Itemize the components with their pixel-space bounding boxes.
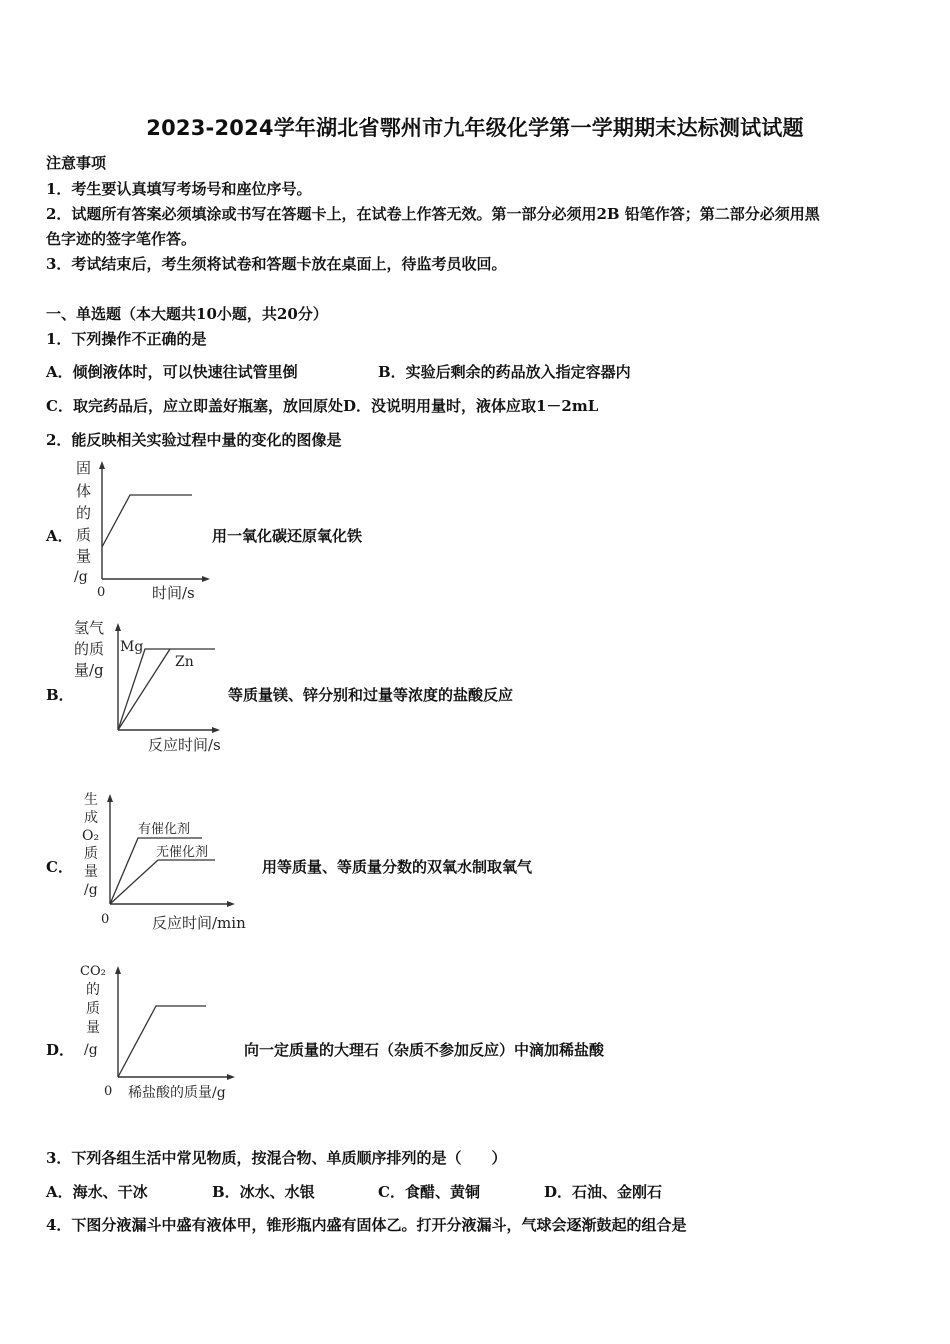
graph-d-xlabel: 稀盐酸的质量/g <box>128 1085 226 1101</box>
graph-a-curve <box>102 495 192 547</box>
graph-c-y-arrow <box>107 794 113 802</box>
notice-item-1: 1．考生要认真填写考场号和座位序号。 <box>46 180 312 198</box>
graph-d-ylabel-4: 量 <box>86 1020 100 1036</box>
q1-option-a: A．倾倒液体时，可以快速往试管里倒 <box>46 363 298 381</box>
q3-option-a: A．海水、干冰 <box>46 1183 148 1201</box>
graph-d-curve <box>118 1006 206 1077</box>
q2-option-b-label: B． <box>46 686 74 704</box>
graph-a-ylabel-5: 量 <box>76 547 92 565</box>
graph-c-series-no-catalyst: 无催化剂 <box>156 845 209 860</box>
page-title: 2023-2024学年湖北省鄂州市九年级化学第一学期期末达标测试试题 <box>146 116 804 140</box>
graph-b-xlabel: 反应时间/s <box>148 736 221 754</box>
q1-stem: 1．下列操作不正确的是 <box>46 330 207 348</box>
graph-a-ylabel-6: /g <box>74 569 88 585</box>
graph-a-ylabel-2: 体 <box>76 482 92 500</box>
graph-a-xlabel: 时间/s <box>152 584 195 602</box>
graph-a-ylabel-3: 的 <box>76 504 92 522</box>
q3-option-c: C．食醋、黄铜 <box>378 1183 480 1201</box>
q1-option-b: B．实验后剩余的药品放入指定容器内 <box>378 363 631 381</box>
graph-c-series-catalyst: 有催化剂 <box>138 822 191 837</box>
graph-a-x-arrow <box>202 576 210 582</box>
q3-option-d: D．石油、金刚石 <box>544 1183 663 1201</box>
graph-b-line-mg <box>118 649 215 730</box>
graph-d-x-arrow <box>227 1074 235 1080</box>
graph-a-ylabel-1: 固 <box>76 459 92 477</box>
graph-d-ylabel-3: 质 <box>86 1001 100 1017</box>
graph-d-origin: 0 <box>104 1084 113 1099</box>
q2-option-a-label: A． <box>46 527 73 545</box>
graph-d-y-arrow <box>115 966 121 974</box>
graph-b-ylabel-3: 量/g <box>74 661 104 679</box>
graph-d-ylabel-2: 的 <box>86 982 100 998</box>
q2-stem: 2．能反映相关实验过程中量的变化的图像是 <box>46 431 342 449</box>
graph-b-x-arrow <box>212 727 220 733</box>
q2-graph-c <box>70 788 270 938</box>
q4-stem: 4．下图分液漏斗中盛有液体甲，锥形瓶内盛有固体乙。打开分液漏斗，气球会逐渐鼓起的组合是 <box>46 1216 687 1234</box>
graph-b-ylabel-1: 氢气 <box>74 619 105 637</box>
graph-c-xlabel: 反应时间/min <box>152 914 246 932</box>
q2-option-a-caption: 用一氧化碳还原氧化铁 <box>212 527 363 545</box>
graph-b-line-zn <box>118 649 170 730</box>
graph-c-ylabel-1: 生 <box>84 792 98 808</box>
notice-heading: 注意事项 <box>46 154 107 172</box>
q1-option-cd: C．取完药品后，应立即盖好瓶塞，放回原处D．没说明用量时，液体应取1－2mL <box>46 397 599 415</box>
graph-c-ylabel-5: 量 <box>84 864 98 880</box>
graph-c-x-arrow <box>227 901 235 907</box>
graph-a-ylabel-4: 质 <box>76 526 92 544</box>
notice-item-2-line-2: 色字迹的签字笔作答。 <box>46 230 197 248</box>
graph-c-ylabel-6: /g <box>84 882 98 898</box>
graph-b-series-mg: Mg <box>120 639 144 655</box>
graph-c-ylabel-4: 质 <box>84 846 98 862</box>
section-heading: 一、单选题（本大题共10小题，共20分） <box>46 305 328 323</box>
q2-option-b-caption: 等质量镁、锌分别和过量等浓度的盐酸反应 <box>228 686 514 704</box>
q2-graph-a <box>70 455 220 605</box>
q2-option-d-label: D． <box>46 1041 75 1059</box>
graph-c-ylabel-3: O₂ <box>82 828 100 844</box>
q3-option-b: B．冰水、水银 <box>212 1183 315 1201</box>
notice-item-3: 3．考试结束后，考生须将试卷和答题卡放在桌面上，待监考员收回。 <box>46 255 507 273</box>
q2-option-c-caption: 用等质量、等质量分数的双氧水制取氧气 <box>262 858 533 876</box>
q2-graph-d <box>70 960 250 1105</box>
graph-a-origin: 0 <box>97 585 106 600</box>
q2-option-d-caption: 向一定质量的大理石（杂质不参加反应）中滴加稀盐酸 <box>244 1041 605 1059</box>
q2-option-c-label: C． <box>46 858 73 876</box>
q3-stem: 3．下列各组生活中常见物质，按混合物、单质顺序排列的是（ ） <box>46 1149 507 1167</box>
graph-d-ylabel-5: /g <box>84 1042 98 1058</box>
q2-graph-b <box>70 617 240 759</box>
graph-b-ylabel-2: 的质 <box>74 640 105 658</box>
notice-item-2-line-1: 2．试题所有答案必须填涂或书写在答题卡上，在试卷上作答无效。第一部分必须用2B 铅笔作答；第二部分必须用黑 <box>46 205 820 223</box>
graph-d-ylabel-1: CO₂ <box>80 964 106 979</box>
graph-b-series-zn: Zn <box>175 654 194 670</box>
graph-c-ylabel-2: 成 <box>84 810 98 826</box>
graph-c-origin: 0 <box>101 912 110 927</box>
graph-b-y-arrow <box>115 623 121 631</box>
graph-a-y-arrow <box>99 461 105 469</box>
